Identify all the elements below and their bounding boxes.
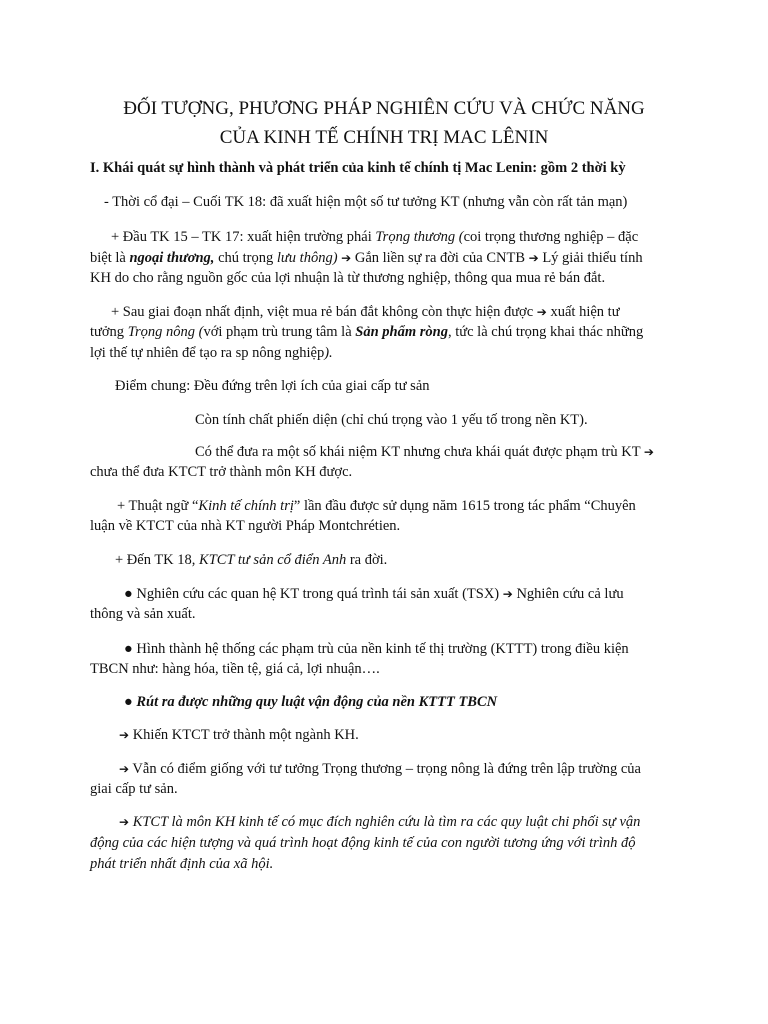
physiocracy-line-3: lợi thế tự nhiên để tạo ra sp nông nghiệp). xyxy=(90,345,333,361)
bullet-1-line-1: ● Nghiên cứu các quan hệ KT trong quá trình tái sản xuất (TSX) ➔ Nghiên cứu cả lưu xyxy=(124,586,624,602)
bullet-2-line-1: ● Hình thành hệ thống các phạm trù của nền kinh tế thị trường (KTTT) trong điều kiện xyxy=(124,641,629,657)
common-point-line: Điểm chung: Đều đứng trên lợi ích của giai cấp tư sản xyxy=(115,378,430,394)
arrow-point-2-line-2: giai cấp tư sản. xyxy=(90,781,178,797)
bullet-icon: ● xyxy=(124,586,133,602)
title-line-2: CỦA KINH TẾ CHÍNH TRỊ MAC LÊNIN xyxy=(219,127,549,148)
term-line-2: luận về KTCT của nhà KT người Pháp Montchrétien. xyxy=(90,518,401,534)
title-line-1: ĐỐI TƯỢNG, PHƯƠNG PHÁP NGHIÊN CỨU VÀ CHỨC NĂNG xyxy=(123,98,645,119)
bullet-icon: ● xyxy=(124,641,133,657)
conclusion-line-2: động của các hiện tượng và quá trình hoạt động kinh tế của con người tương ứng với trình độ xyxy=(90,835,636,851)
conclusion-line-1: ➔ KTCT là môn KH kinh tế có mục đích nghiên cứu là tìm ra các quy luật chi phối sự vận xyxy=(119,814,641,830)
arrow-icon: ➔ xyxy=(528,251,539,265)
document-title xyxy=(0,94,768,152)
arrow-icon: ➔ xyxy=(119,728,130,742)
mercantilism-line-3: KH do cho rằng nguồn gốc của lợi nhuận là từ thương nghiệp, thông qua mua rẻ bán đắt. xyxy=(90,270,606,286)
arrow-icon: ➔ xyxy=(119,815,130,829)
arrow-icon: ➔ xyxy=(536,305,547,319)
bullet-2-line-2: TBCN như: hàng hóa, tiền tệ, giá cả, lợi nhuận…. xyxy=(90,661,380,677)
bullet-icon: ● xyxy=(124,694,133,710)
concepts-line-2: chưa thể đưa KTCT trở thành môn KH được. xyxy=(90,464,353,480)
ancient-period-line: - Thời cổ đại – Cuối TK 18: đã xuất hiện một số tư tưởng KT (nhưng vẫn còn rất tản mạn) xyxy=(104,194,628,210)
conclusion-line-3: phát triển nhất định của xã hội. xyxy=(90,856,274,872)
concepts-line-1: Có thể đưa ra một số khái niệm KT nhưng chưa khái quát được phạm trù KT ➔ xyxy=(195,444,654,460)
arrow-icon: ➔ xyxy=(502,587,513,601)
bullet-1-line-2: thông và sản xuất. xyxy=(90,606,196,622)
arrow-point-2-line-1: ➔ Vẫn có điểm giống với tư tưởng Trọng thương – trọng nông là đứng trên lập trường của xyxy=(119,761,641,777)
term-line-1: + Thuật ngữ “Kinh tế chính trị” lần đầu được sử dụng năm 1615 trong tác phẩm “Chuyên xyxy=(117,498,636,514)
one-sided-line: Còn tính chất phiến diện (chỉ chú trọng vào 1 yếu tố trong nền KT). xyxy=(195,412,588,428)
physiocracy-line-2: tưởng Trọng nông (với phạm trù trung tâm là Sản phẩm ròng, tức là chú trọng khai thác những xyxy=(90,324,644,340)
tk18-line: + Đến TK 18, KTCT tư sản cổ điển Anh ra đời. xyxy=(115,552,388,568)
arrow-icon: ➔ xyxy=(341,251,352,265)
bullet-3-line: ● Rút ra được những quy luật vận động của nền KTTT TBCN xyxy=(124,694,498,710)
arrow-icon: ➔ xyxy=(119,762,130,776)
mercantilism-line-1: + Đầu TK 15 – TK 17: xuất hiện trường phái Trọng thương (coi trọng thương nghiệp – đặc xyxy=(111,229,639,245)
mercantilism-line-2: biệt là ngoại thương, chú trọng lưu thông) ➔ Gắn liền sự ra đời của CNTB ➔ Lý giải thiểu tính xyxy=(90,250,643,266)
physiocracy-line-1: + Sau giai đoạn nhất định, việt mua rẻ bán đắt không còn thực hiện được ➔ xuất hiện tư xyxy=(111,304,620,320)
arrow-icon: ➔ xyxy=(643,445,654,459)
arrow-point-1: ➔ Khiến KTCT trở thành một ngành KH. xyxy=(119,727,359,743)
section-heading: I. Khái quát sự hình thành và phát triển của kinh tế chính tị Mac Lenin: gồm 2 thời kỳ xyxy=(90,160,626,176)
